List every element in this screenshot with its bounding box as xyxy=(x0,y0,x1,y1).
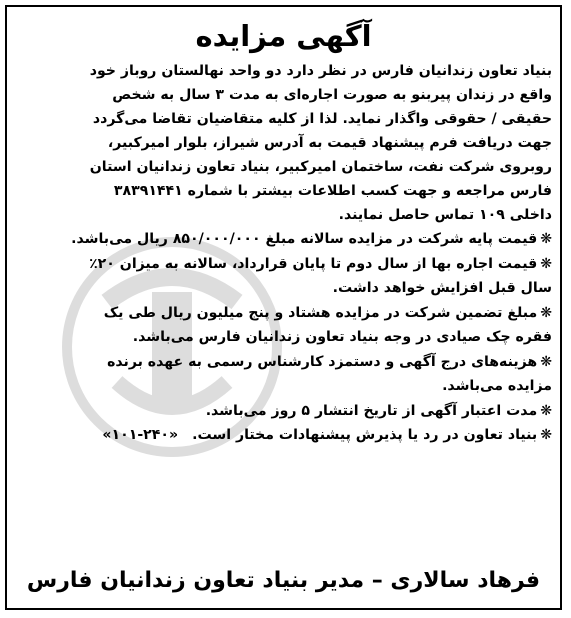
bullet-star-icon: ❋ xyxy=(540,304,552,321)
intro-line: داخلی ۱۰۹ تماس حاصل نمایند. xyxy=(338,207,552,223)
intro-line: جهت دریافت فرم پیشنهاد قیمت به آدرس شیراز، بلوار امیرکبیر، xyxy=(107,135,552,151)
intro-line: بنیاد تعاون زندانیان فارس در نظر دارد دو واحد نهالستان روباز خود xyxy=(89,63,552,79)
bullet-star-icon: ❋ xyxy=(540,353,552,370)
condition-text: مبلغ تضمین شرکت در مزایده هشتاد و پنج میلیون ریال طی یک xyxy=(103,304,538,321)
signature-footer: فرهاد سالاری – مدیر بنیاد تعاون زندانیان فارس xyxy=(26,568,541,593)
ad-title: آگهی مزایده xyxy=(195,19,372,53)
condition-text: بنیاد تعاون در رد یا پذیرش پیشنهادات مختار است. xyxy=(192,427,538,443)
condition-text: مزایده می‌باشد. xyxy=(442,378,552,394)
bullet-star-icon: ❋ xyxy=(540,231,552,247)
condition-text: فقره چک صیادی در وجه بنیاد تعاون زندانیان فارس می‌باشد. xyxy=(132,329,552,345)
bullet-star-icon: ❋ xyxy=(540,402,552,419)
condition-text: هزینه‌های درج آگهی و دستمزد کارشناس رسمی به عهده برنده xyxy=(107,353,538,370)
condition-line xyxy=(15,374,552,399)
condition-line xyxy=(15,276,552,301)
condition-line xyxy=(15,325,552,350)
intro-line: فارس مراجعه و جهت کسب اطلاعات بیشتر با شماره ۳۸۳۹۱۴۴۱ xyxy=(113,183,552,199)
condition-text: سال قبل افزایش خواهد داشت. xyxy=(332,280,552,296)
conditions-list xyxy=(15,227,552,448)
bullet-star-icon: ❋ xyxy=(540,427,552,443)
condition-line xyxy=(15,301,552,326)
ad-content xyxy=(15,7,552,608)
ad-frame xyxy=(5,5,562,610)
intro-line: حقیقی / حقوقی واگذار نماید. لذا از کلیه متقاضیان تقاضا می‌گردد xyxy=(92,111,552,127)
intro-line: روبروی شرکت نفت، ساختمان امیرکبیر، بنیاد تعاون زندانیان استان xyxy=(89,159,552,175)
intro-line: واقع در زندان پیربنو به صورت اجاره‌ای به مدت ۳ سال به شخص xyxy=(112,87,552,103)
condition-line xyxy=(15,423,552,448)
bullet-star-icon: ❋ xyxy=(540,255,552,272)
condition-line xyxy=(15,350,552,375)
condition-text: مدت اعتبار آگهی از تاریخ انتشار ۵ روز می‌باشد. xyxy=(205,402,538,419)
condition-line xyxy=(15,399,552,424)
condition-text: قیمت اجاره بها از سال دوم تا پایان قرارداد، سالانه به میزان ۲۰٪ xyxy=(89,255,538,272)
condition-text: قیمت پایه شرکت در مزایده سالانه مبلغ ۸۵۰/۰۰۰/۰۰۰ ریال می‌باشد. xyxy=(71,231,538,247)
condition-line xyxy=(15,227,552,252)
intro-paragraph xyxy=(15,59,552,227)
condition-line xyxy=(15,252,552,277)
ad-code: «۲۴۰-۱۰۱» xyxy=(102,427,179,443)
